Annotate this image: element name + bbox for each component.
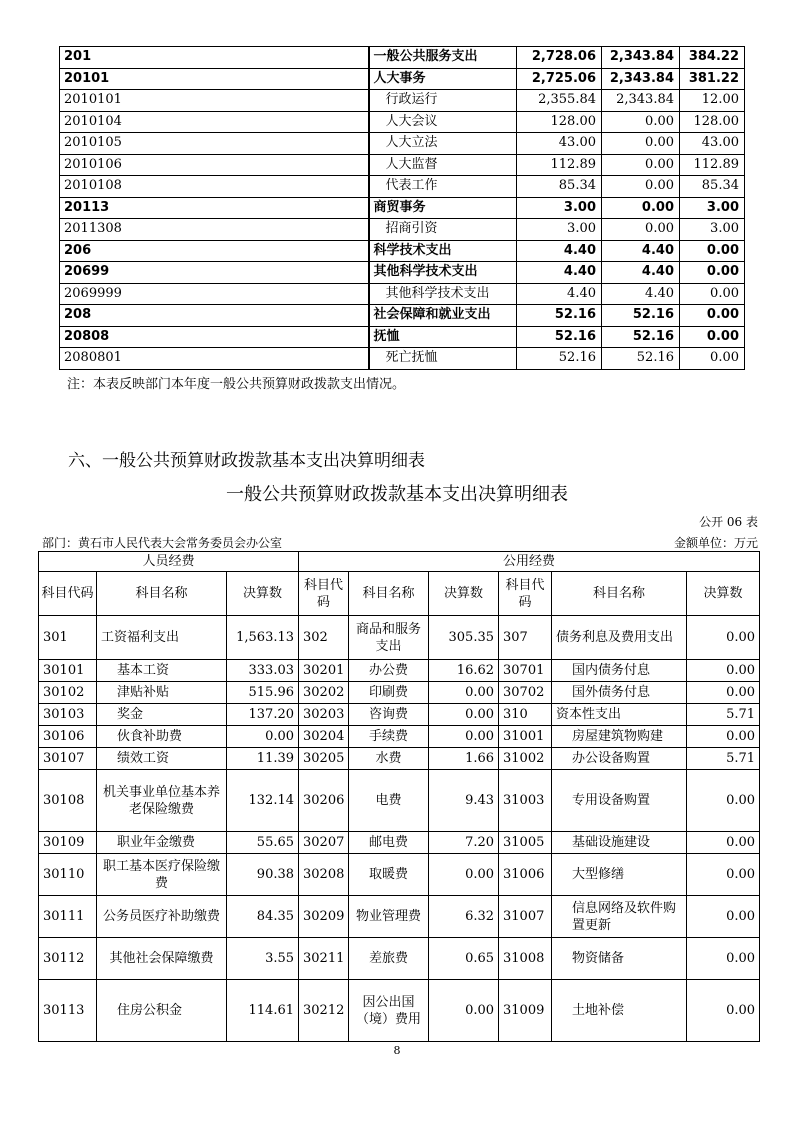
cell-code: 30101 <box>39 660 97 682</box>
cell-name: 职工基本医疗保险缴费 <box>97 854 227 896</box>
cell-code: 2010108 <box>60 176 369 198</box>
cell-name: 水费 <box>349 748 429 770</box>
page-number: 8 <box>393 1044 401 1057</box>
cell-name: 公务员医疗补助缴费 <box>97 896 227 938</box>
cell-basic: 4.40 <box>602 262 680 284</box>
cell-name: 土地补偿 <box>552 980 687 1042</box>
cell-project: 128.00 <box>680 111 745 133</box>
cell-amount: 0.00 <box>687 616 760 660</box>
cell-basic: 2,343.84 <box>602 68 680 90</box>
table-row <box>39 748 760 770</box>
cell-basic: 0.00 <box>602 154 680 176</box>
cell-amount: 1.66 <box>429 748 499 770</box>
table-row <box>39 660 760 682</box>
cell-amount: 9.43 <box>429 770 499 832</box>
table-row <box>60 326 745 348</box>
cell-basic: 4.40 <box>602 240 680 262</box>
cell-name: 邮电费 <box>349 832 429 854</box>
cell-project: 381.22 <box>680 68 745 90</box>
cell-amount: 16.62 <box>429 660 499 682</box>
cell-name: 物业管理费 <box>349 896 429 938</box>
cell-name: 行政运行 <box>369 90 517 112</box>
cell-code: 31009 <box>499 980 552 1042</box>
cell-name: 咨询费 <box>349 704 429 726</box>
cell-amount: 84.35 <box>227 896 299 938</box>
cell-total: 4.40 <box>517 240 602 262</box>
table-row <box>60 283 745 305</box>
table-row <box>39 682 760 704</box>
table-row <box>60 262 745 284</box>
cell-code: 31006 <box>499 854 552 896</box>
cell-total: 4.40 <box>517 283 602 305</box>
cell-code: 201 <box>60 47 369 69</box>
cell-code: 30110 <box>39 854 97 896</box>
cell-code: 30211 <box>299 938 349 980</box>
cell-total: 43.00 <box>517 133 602 155</box>
cell-total: 85.34 <box>517 176 602 198</box>
cell-project: 0.00 <box>680 305 745 327</box>
table-row <box>39 938 760 980</box>
table-note: 注：本表反映部门本年度一般公共预算财政拨款支出情况。 <box>67 377 406 392</box>
cell-code: 30205 <box>299 748 349 770</box>
cell-code: 31007 <box>499 896 552 938</box>
cell-name: 奖金 <box>97 704 227 726</box>
cell-name: 国外债务付息 <box>552 682 687 704</box>
cell-name: 伙食补助费 <box>97 726 227 748</box>
cell-name: 印刷费 <box>349 682 429 704</box>
cell-code: 30113 <box>39 980 97 1042</box>
cell-amount: 5.71 <box>687 704 760 726</box>
cell-amount: 6.32 <box>429 896 499 938</box>
col-name-header: 科目名称 <box>349 572 429 616</box>
table-row <box>60 111 745 133</box>
cell-project: 12.00 <box>680 90 745 112</box>
cell-amount: 333.03 <box>227 660 299 682</box>
table-row <box>60 154 745 176</box>
cell-name: 其他科学技术支出 <box>369 262 517 284</box>
cell-amount: 0.00 <box>429 980 499 1042</box>
table-row <box>39 616 760 660</box>
cell-code: 20808 <box>60 326 369 348</box>
cell-name: 职业年金缴费 <box>97 832 227 854</box>
cell-code: 30112 <box>39 938 97 980</box>
cell-amount: 114.61 <box>227 980 299 1042</box>
cell-code: 208 <box>60 305 369 327</box>
cell-name: 其他社会保障缴费 <box>97 938 227 980</box>
cell-name: 人大事务 <box>369 68 517 90</box>
cell-code: 20113 <box>60 197 369 219</box>
cell-amount: 5.71 <box>687 748 760 770</box>
col-amount-header: 决算数 <box>687 572 760 616</box>
cell-code: 206 <box>60 240 369 262</box>
table-row <box>39 704 760 726</box>
cell-amount: 0.00 <box>429 854 499 896</box>
unit-label: 金额单位：万元 <box>673 536 758 550</box>
cell-name: 人大立法 <box>369 133 517 155</box>
table-row <box>39 832 760 854</box>
cell-code: 30203 <box>299 704 349 726</box>
table-row <box>39 770 760 832</box>
cell-code: 30204 <box>299 726 349 748</box>
cell-amount: 1,563.13 <box>227 616 299 660</box>
table-row <box>60 197 745 219</box>
section-heading: 六、一般公共预算财政拨款基本支出决算明细表 <box>68 451 425 471</box>
cell-project: 3.00 <box>680 197 745 219</box>
cell-code: 20699 <box>60 262 369 284</box>
cell-name: 商贸事务 <box>369 197 517 219</box>
cell-amount: 3.55 <box>227 938 299 980</box>
cell-amount: 137.20 <box>227 704 299 726</box>
cell-basic: 52.16 <box>602 305 680 327</box>
table-row <box>60 219 745 241</box>
cell-basic: 0.00 <box>602 176 680 198</box>
table-row <box>60 348 745 370</box>
table-row <box>39 726 760 748</box>
cell-amount: 0.00 <box>429 704 499 726</box>
cell-name: 抚恤 <box>369 326 517 348</box>
cell-basic: 0.00 <box>602 219 680 241</box>
cell-code: 30106 <box>39 726 97 748</box>
cell-total: 2,725.06 <box>517 68 602 90</box>
col-name-header: 科目名称 <box>97 572 227 616</box>
cell-amount: 0.00 <box>687 682 760 704</box>
col-name-header: 科目名称 <box>552 572 687 616</box>
cell-project: 0.00 <box>680 240 745 262</box>
cell-code: 30108 <box>39 770 97 832</box>
cell-name: 基础设施建设 <box>552 832 687 854</box>
basic-expenditure-detail-table <box>38 551 760 1042</box>
table-row <box>60 176 745 198</box>
cell-name: 代表工作 <box>369 176 517 198</box>
cell-code: 31002 <box>499 748 552 770</box>
cell-code: 31005 <box>499 832 552 854</box>
cell-name: 国内债务付息 <box>552 660 687 682</box>
cell-amount: 0.00 <box>227 726 299 748</box>
cell-name: 办公设备购置 <box>552 748 687 770</box>
table-row <box>60 133 745 155</box>
cell-total: 52.16 <box>517 305 602 327</box>
cell-total: 2,728.06 <box>517 47 602 69</box>
cell-name: 信息网络及软件购置更新 <box>552 896 687 938</box>
cell-code: 2069999 <box>60 283 369 305</box>
table-row <box>39 896 760 938</box>
cell-code: 30208 <box>299 854 349 896</box>
cell-code: 30201 <box>299 660 349 682</box>
cell-name: 其他科学技术支出 <box>369 283 517 305</box>
cell-amount: 0.00 <box>429 726 499 748</box>
cell-name: 绩效工资 <box>97 748 227 770</box>
cell-total: 3.00 <box>517 197 602 219</box>
cell-name: 津贴补贴 <box>97 682 227 704</box>
cell-name: 住房公积金 <box>97 980 227 1042</box>
cell-amount: 0.00 <box>687 854 760 896</box>
cell-project: 3.00 <box>680 219 745 241</box>
cell-project: 384.22 <box>680 47 745 69</box>
cell-amount: 0.65 <box>429 938 499 980</box>
cell-project: 0.00 <box>680 262 745 284</box>
table-row <box>60 305 745 327</box>
cell-name: 招商引资 <box>369 219 517 241</box>
cell-code: 31008 <box>499 938 552 980</box>
cell-total: 128.00 <box>517 111 602 133</box>
cell-amount: 305.35 <box>429 616 499 660</box>
cell-name: 死亡抚恤 <box>369 348 517 370</box>
cell-code: 2080801 <box>60 348 369 370</box>
cell-code: 30103 <box>39 704 97 726</box>
cell-code: 30701 <box>499 660 552 682</box>
cell-code: 2010105 <box>60 133 369 155</box>
cell-project: 0.00 <box>680 326 745 348</box>
group-personnel-header: 人员经费 <box>39 552 299 572</box>
cell-project: 0.00 <box>680 348 745 370</box>
cell-amount: 90.38 <box>227 854 299 896</box>
col-code-header: 科目代码 <box>299 572 349 616</box>
cell-code: 31001 <box>499 726 552 748</box>
cell-basic: 52.16 <box>602 326 680 348</box>
cell-code: 30109 <box>39 832 97 854</box>
table-row <box>60 240 745 262</box>
cell-code: 310 <box>499 704 552 726</box>
cell-amount: 0.00 <box>687 896 760 938</box>
cell-amount: 7.20 <box>429 832 499 854</box>
cell-amount: 11.39 <box>227 748 299 770</box>
cell-name: 工资福利支出 <box>97 616 227 660</box>
table-row <box>39 854 760 896</box>
cell-name: 差旅费 <box>349 938 429 980</box>
cell-name: 人大会议 <box>369 111 517 133</box>
cell-name: 资本性支出 <box>552 704 687 726</box>
cell-total: 4.40 <box>517 262 602 284</box>
cell-name: 专用设备购置 <box>552 770 687 832</box>
cell-code: 30207 <box>299 832 349 854</box>
col-amount-header: 决算数 <box>429 572 499 616</box>
cell-name: 债务利息及费用支出 <box>552 616 687 660</box>
cell-basic: 52.16 <box>602 348 680 370</box>
cell-code: 2010104 <box>60 111 369 133</box>
cell-name: 大型修缮 <box>552 854 687 896</box>
cell-basic: 2,343.84 <box>602 47 680 69</box>
cell-basic: 0.00 <box>602 111 680 133</box>
cell-code: 30111 <box>39 896 97 938</box>
cell-total: 3.00 <box>517 219 602 241</box>
cell-project: 43.00 <box>680 133 745 155</box>
cell-amount: 0.00 <box>687 980 760 1042</box>
cell-code: 30209 <box>299 896 349 938</box>
cell-code: 2010101 <box>60 90 369 112</box>
cell-basic: 0.00 <box>602 133 680 155</box>
cell-name: 手续费 <box>349 726 429 748</box>
cell-code: 31003 <box>499 770 552 832</box>
cell-name: 物资储备 <box>552 938 687 980</box>
department-label: 部门：黄石市人民代表大会常务委员会办公室 <box>42 536 283 550</box>
cell-basic: 4.40 <box>602 283 680 305</box>
cell-basic: 2,343.84 <box>602 90 680 112</box>
cell-total: 2,355.84 <box>517 90 602 112</box>
cell-code: 30107 <box>39 748 97 770</box>
table-title: 一般公共预算财政拨款基本支出决算明细表 <box>226 484 568 505</box>
table-row <box>60 90 745 112</box>
cell-code: 2011308 <box>60 219 369 241</box>
cell-project: 85.34 <box>680 176 745 198</box>
cell-code: 30102 <box>39 682 97 704</box>
cell-amount: 0.00 <box>687 726 760 748</box>
appropriation-expenditure-table <box>59 46 745 370</box>
cell-project: 112.89 <box>680 154 745 176</box>
cell-name: 一般公共服务支出 <box>369 47 517 69</box>
cell-name: 科学技术支出 <box>369 240 517 262</box>
cell-amount: 0.00 <box>687 770 760 832</box>
col-code-header: 科目代码 <box>499 572 552 616</box>
cell-name: 社会保障和就业支出 <box>369 305 517 327</box>
cell-total: 52.16 <box>517 348 602 370</box>
col-code-header: 科目代码 <box>39 572 97 616</box>
table-code: 公开 06 表 <box>699 515 758 529</box>
cell-code: 30702 <box>499 682 552 704</box>
cell-total: 112.89 <box>517 154 602 176</box>
cell-amount: 132.14 <box>227 770 299 832</box>
cell-amount: 0.00 <box>687 938 760 980</box>
cell-name: 人大监督 <box>369 154 517 176</box>
cell-project: 0.00 <box>680 283 745 305</box>
cell-name: 机关事业单位基本养老保险缴费 <box>97 770 227 832</box>
cell-name: 电费 <box>349 770 429 832</box>
cell-name: 因公出国（境）费用 <box>349 980 429 1042</box>
cell-code: 2010106 <box>60 154 369 176</box>
group-public-header: 公用经费 <box>299 552 760 572</box>
cell-code: 301 <box>39 616 97 660</box>
cell-amount: 0.00 <box>429 682 499 704</box>
col-amount-header: 决算数 <box>227 572 299 616</box>
cell-code: 302 <box>299 616 349 660</box>
cell-name: 办公费 <box>349 660 429 682</box>
cell-total: 52.16 <box>517 326 602 348</box>
cell-name: 房屋建筑物购建 <box>552 726 687 748</box>
cell-name: 取暖费 <box>349 854 429 896</box>
cell-name: 商品和服务支出 <box>349 616 429 660</box>
table-row <box>60 47 745 69</box>
cell-name: 基本工资 <box>97 660 227 682</box>
cell-code: 20101 <box>60 68 369 90</box>
cell-basic: 0.00 <box>602 197 680 219</box>
cell-amount: 0.00 <box>687 660 760 682</box>
cell-code: 30212 <box>299 980 349 1042</box>
table-row <box>60 68 745 90</box>
cell-amount: 55.65 <box>227 832 299 854</box>
cell-amount: 0.00 <box>687 832 760 854</box>
cell-code: 30206 <box>299 770 349 832</box>
cell-code: 30202 <box>299 682 349 704</box>
table-row <box>39 980 760 1042</box>
cell-amount: 515.96 <box>227 682 299 704</box>
cell-code: 307 <box>499 616 552 660</box>
